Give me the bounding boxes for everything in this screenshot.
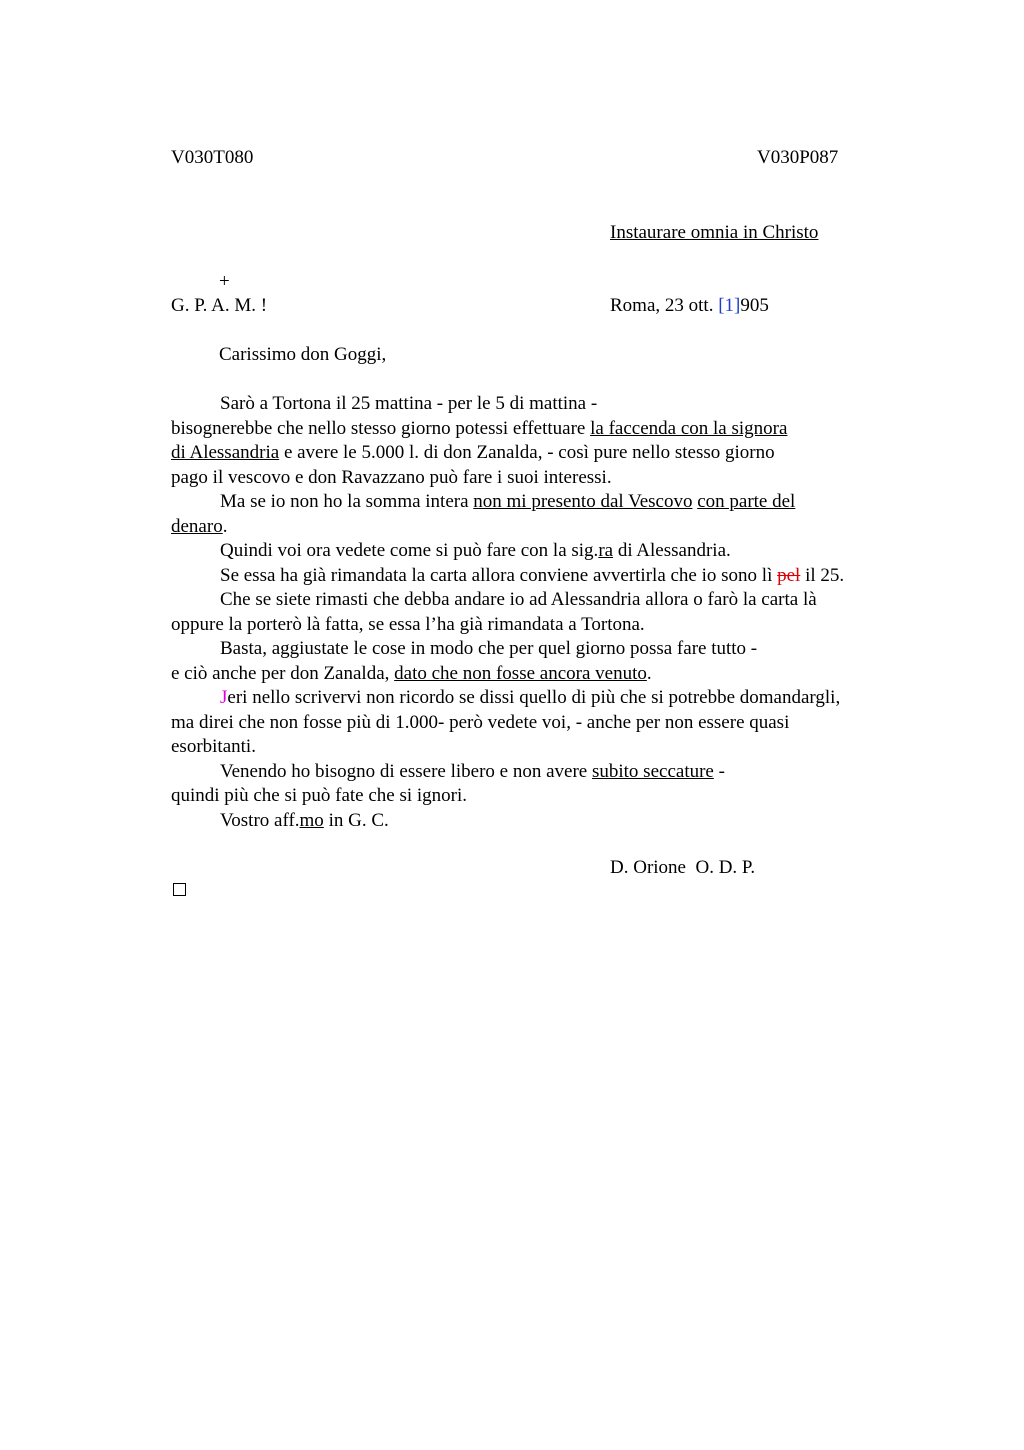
signature: D. Orione O. D. P. <box>610 857 756 878</box>
body-line: esorbitanti. <box>171 736 256 757</box>
body-line: Venendo ho bisogno di essere libero e non avere subito seccature - <box>220 760 725 782</box>
body-line: di Alessandria e avere le 5.000 l. di don Zanalda, - così pure nello stesso giorno <box>171 442 775 463</box>
body-line: Jeri nello scrivervi non ricordo se dissi quello di più che si potrebbe domandargli, <box>220 687 841 708</box>
body-line: Quindi voi ora vedete come si può fare con la sig.ra di Alessandria. <box>220 540 731 561</box>
body-line: Ma se io non ho la somma intera non mi presento dal Vescovo con parte del <box>220 491 796 512</box>
letter-body <box>171 392 911 833</box>
body-line: Che se siete rimasti che debba andare io ad Alessandria allora o farò la carta là <box>220 589 817 610</box>
body-line: denaro. <box>171 515 228 537</box>
body-line: ma direi che non fosse più di 1.000- però vedete voi, - anche per non essere quasi <box>171 711 790 733</box>
body-line: Se essa ha già rimandata la carta allora conviene avvertirla che io sono lì pel il 25. <box>220 564 845 586</box>
place-date: Roma, 23 ott. [1]905 <box>610 295 769 316</box>
corrected-letter: J <box>220 687 228 708</box>
body-line: Basta, aggiustate le cose in modo che per quel giorno possa fare tutto - <box>220 638 758 659</box>
cross-symbol: + <box>219 271 230 292</box>
closing-line: Vostro aff.mo in G. C. <box>220 809 389 831</box>
motto: Instaurare omnia in Christo <box>610 222 819 243</box>
salutation: Carissimo don Goggi, <box>219 344 387 365</box>
body-line: Sarò a Tortona il 25 mattina - per le 5 di mattina - <box>220 393 598 414</box>
deleted-word: pel <box>777 564 801 586</box>
end-of-document-square-icon <box>173 883 186 896</box>
body-line: pago il vescovo e don Ravazzano può fare i suoi interessi. <box>171 466 612 488</box>
body-line: quindi più che si può fate che si ignori. <box>171 785 468 806</box>
body-line: bisognerebbe che nello stesso giorno potessi effettuare la faccenda con la signora <box>171 417 788 439</box>
invocation: G. P. A. M. ! <box>171 295 268 316</box>
document-code-left: V030T080 <box>171 147 254 168</box>
body-line: oppure la porterò là fatta, se essa l’ha già rimandata a Tortona. <box>171 613 645 635</box>
body-line: e ciò anche per don Zanalda, dato che non fosse ancora venuto. <box>171 662 652 684</box>
document-code-right: V030P087 <box>757 147 839 168</box>
